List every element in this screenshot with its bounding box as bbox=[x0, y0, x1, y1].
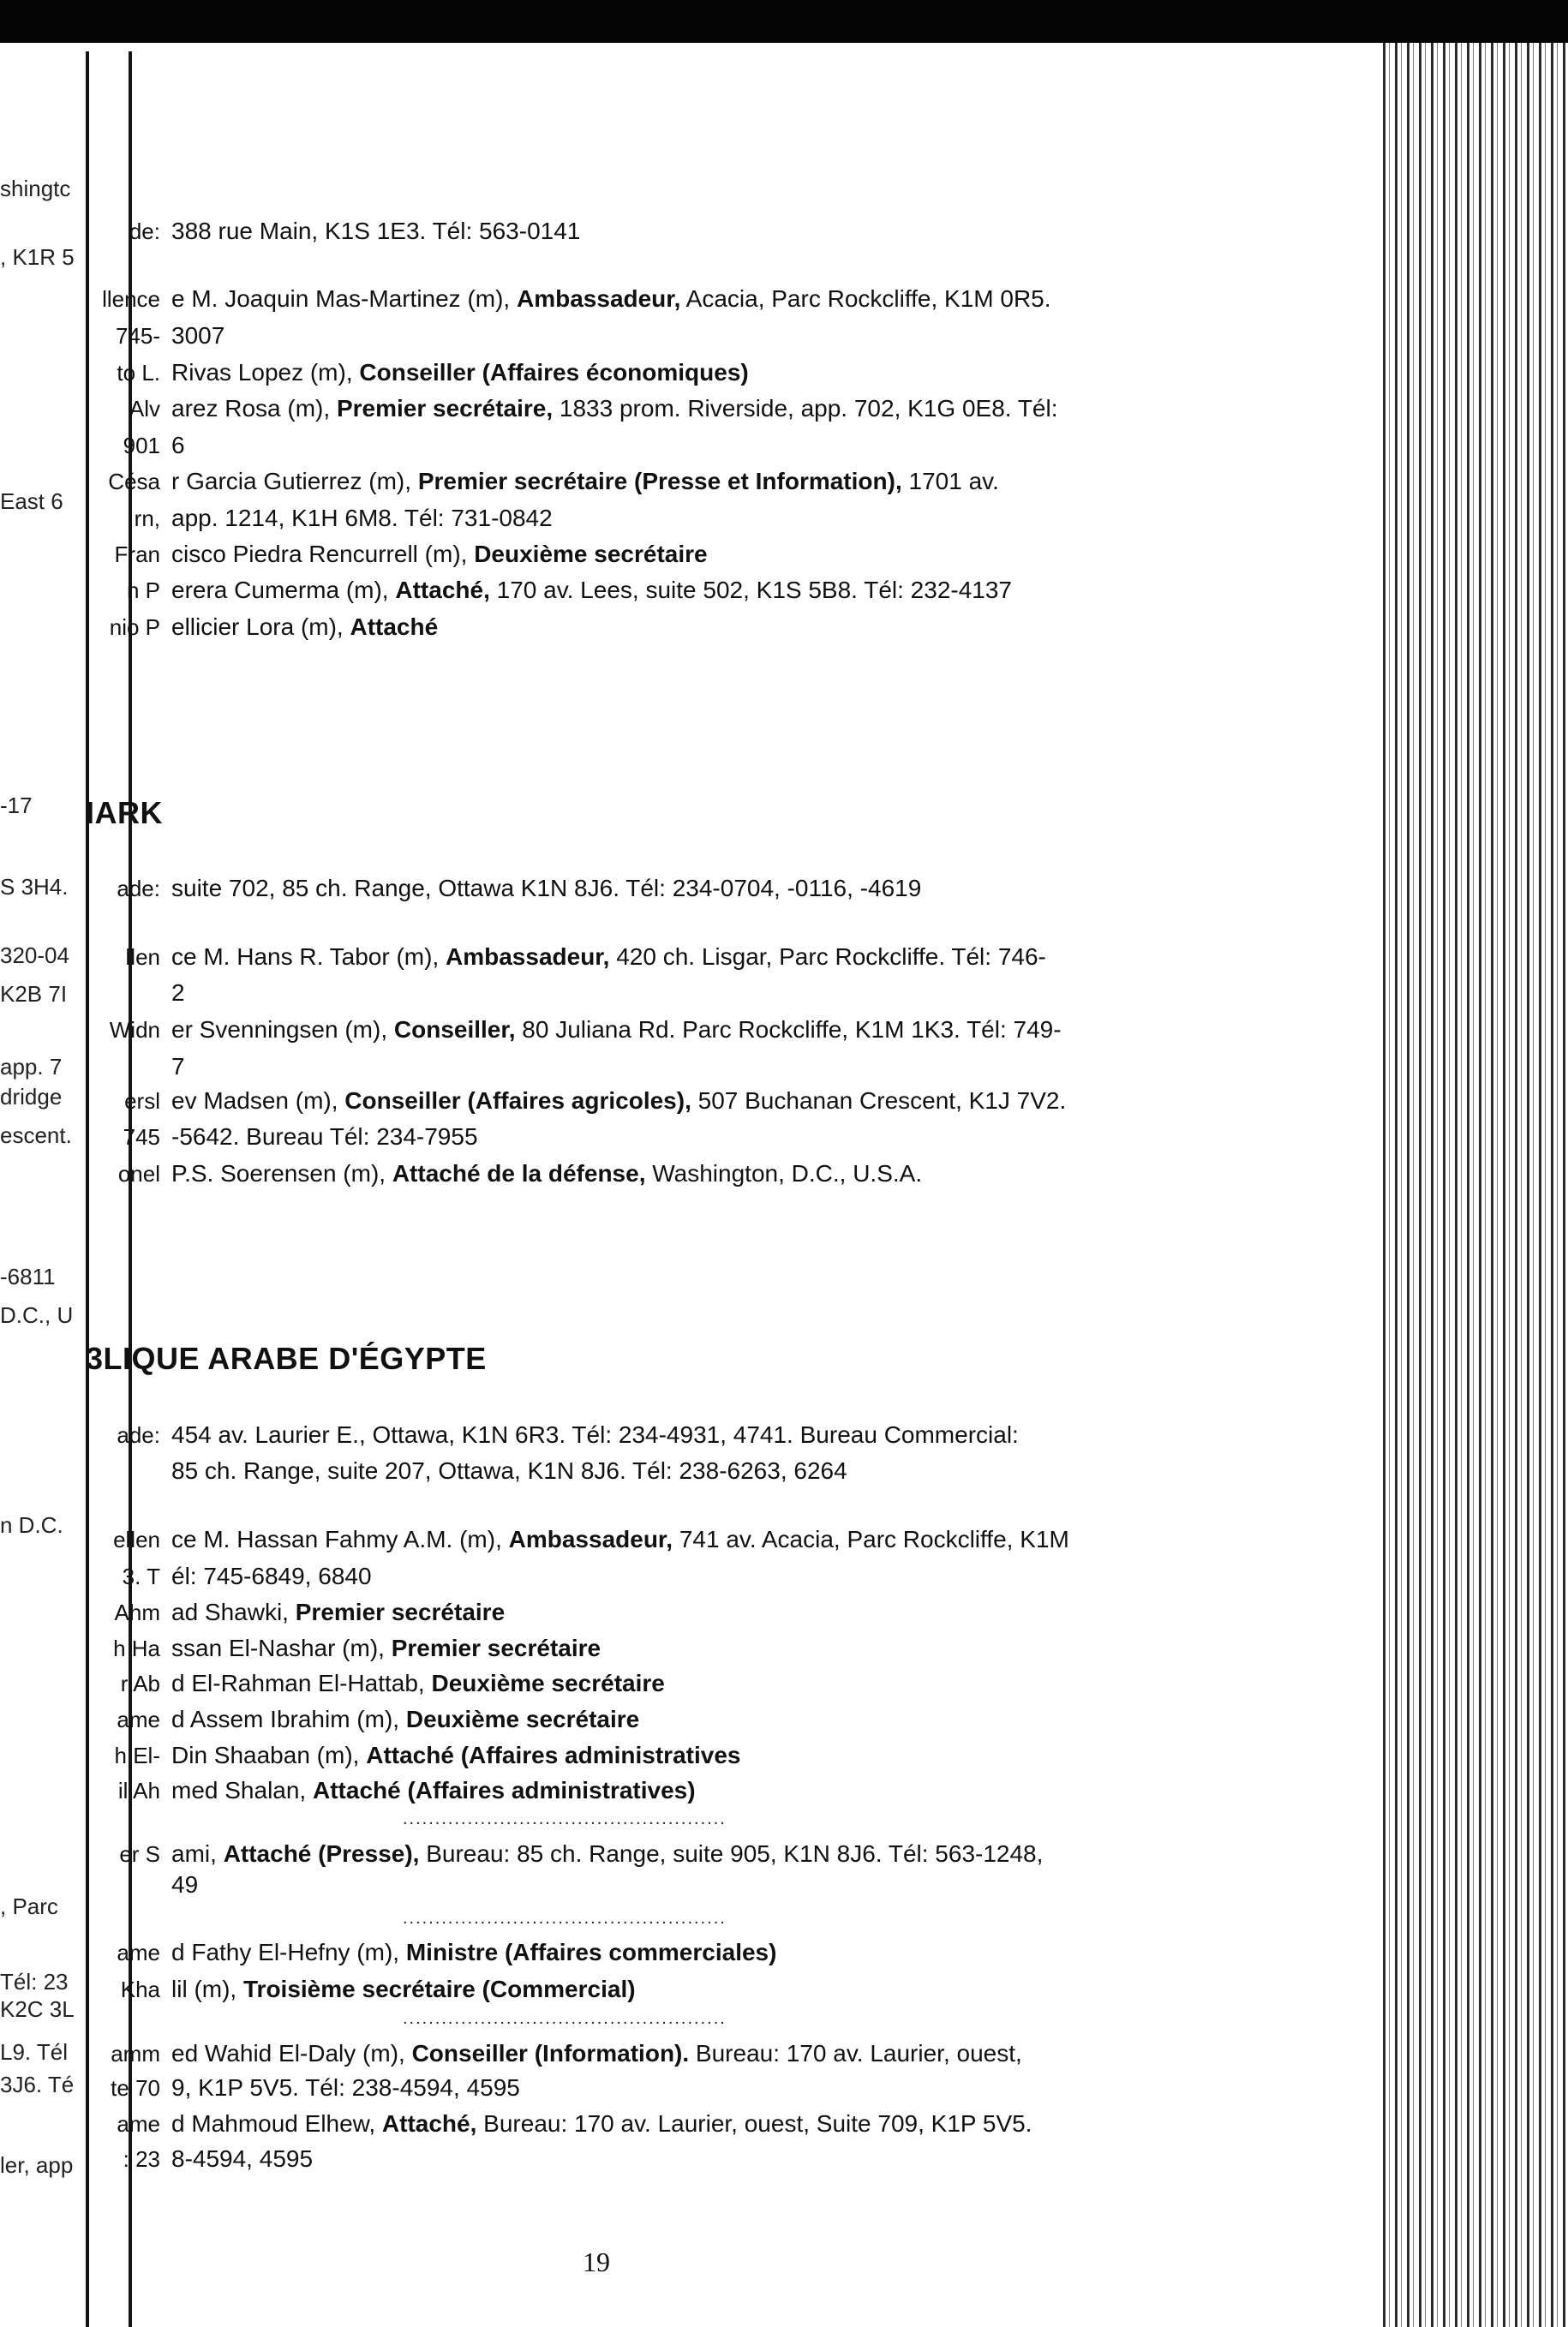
entry-address: 420 ch. Lisgar, Parc Rockcliffe. Tél: 746- bbox=[609, 943, 1046, 970]
address-label: ade: bbox=[117, 1422, 160, 1448]
entry-name: 8-4594, 4595 bbox=[171, 2145, 314, 2172]
scan-top-bar bbox=[0, 0, 1568, 43]
directory-entry bbox=[171, 2145, 313, 2174]
embassy-address-line2: 85 ch. Range, suite 207, Ottawa, K1N 8J6. Tél: 238-6263, 6264 bbox=[171, 1457, 847, 1484]
entry-name: 2 bbox=[171, 979, 185, 1006]
directory-entry bbox=[171, 1634, 601, 1663]
entry-title: Deuxième secrétaire bbox=[405, 1706, 640, 1732]
left-page-fragment: escent. bbox=[0, 1122, 72, 1148]
directory-entry bbox=[171, 613, 438, 642]
left-page-fragment: ler, app bbox=[0, 2152, 74, 2178]
entry-name: d Mahmoud Elhew, bbox=[171, 2110, 382, 2137]
directory-entry bbox=[171, 358, 749, 387]
cut-prefix: llen bbox=[125, 944, 160, 970]
directory-entry bbox=[171, 1598, 505, 1627]
directory-entry bbox=[171, 1525, 1069, 1554]
directory-entry bbox=[171, 1938, 776, 1967]
directory-entry bbox=[171, 576, 1012, 605]
entry-name: app. 1214, K1H 6M8. Tél: 731-0842 bbox=[171, 505, 553, 531]
entry-title: Premier secrétaire (Presse et Information), bbox=[417, 468, 902, 494]
entry-name: 9, K1P 5V5. Tél: 238-4594, 4595 bbox=[171, 2074, 520, 2101]
separator-dots: .................................................. bbox=[403, 1810, 727, 1828]
entry-name: ellicier Lora (m), bbox=[171, 613, 350, 640]
directory-entry bbox=[171, 1086, 1066, 1116]
directory-entry bbox=[171, 1741, 740, 1770]
left-page-fragment: L9. Tél bbox=[0, 2039, 69, 2065]
entry-title: Attaché bbox=[350, 613, 439, 640]
cut-prefix: nio P bbox=[109, 614, 160, 640]
entry-title: Conseiller (Information). bbox=[411, 2040, 690, 2067]
entry-name: 3007 bbox=[171, 322, 225, 349]
directory-entry bbox=[171, 1052, 185, 1081]
cut-prefix: ersl bbox=[124, 1088, 160, 1114]
directory-entry bbox=[171, 2073, 520, 2103]
cut-prefix: Widn bbox=[109, 1017, 160, 1043]
directory-entry bbox=[171, 1705, 639, 1734]
entry-name: r Garcia Gutierrez (m), bbox=[171, 468, 418, 494]
entry-name: d El-Rahman El-Hattab, bbox=[171, 1670, 432, 1696]
directory-entry bbox=[171, 540, 708, 569]
entry-title: Ministre (Affaires commerciales) bbox=[405, 1939, 777, 1965]
embassy-address: 388 rue Main, K1S 1E3. Tél: 563-0141 bbox=[171, 218, 581, 244]
entry-name: 7 bbox=[171, 1053, 185, 1080]
cut-prefix: Ahm bbox=[114, 1600, 160, 1625]
cut-prefix: 745 bbox=[123, 1124, 160, 1150]
entry-title: Conseiller (Affaires économiques) bbox=[359, 359, 749, 386]
entry-title: Attaché (Affaires administratives bbox=[366, 1742, 741, 1768]
entry-title: Conseiller, bbox=[393, 1016, 516, 1043]
cut-prefix: ame bbox=[117, 1707, 160, 1732]
cut-prefix: er S bbox=[119, 1841, 160, 1867]
country-heading: 3LIQUE ARABE D'ÉGYPTE bbox=[86, 1341, 487, 1376]
entry-title: Attaché (Presse), bbox=[223, 1840, 420, 1867]
cut-prefix: h El- bbox=[114, 1743, 160, 1768]
directory-entry bbox=[171, 1839, 1043, 1869]
entry-address: 1833 prom. Riverside, app. 702, K1G 0E8. Tél: bbox=[553, 395, 1058, 422]
entry-address: Bureau: 85 ch. Range, suite 905, K1N 8J6. Tél: 563-1248, bbox=[419, 1840, 1044, 1867]
cut-prefix: 901 bbox=[123, 433, 160, 458]
cut-prefix: amm bbox=[111, 2041, 160, 2067]
entry-address: 170 av. Lees, suite 502, K1S 5B8. Tél: 232-4137 bbox=[489, 577, 1013, 603]
directory-entry bbox=[171, 1122, 478, 1152]
left-page-fragment: n D.C. bbox=[0, 1512, 63, 1538]
entry-name: Din Shaaban (m), bbox=[171, 1742, 367, 1768]
directory-entry bbox=[171, 1669, 665, 1698]
entry-name: P.S. Soerensen (m), bbox=[171, 1160, 392, 1187]
entry-title: Deuxième secrétaire bbox=[474, 541, 708, 567]
entry-title: Attaché de la défense, bbox=[392, 1160, 646, 1187]
directory-entry bbox=[171, 1975, 636, 2004]
left-page-fragment: , K1R 5 bbox=[0, 244, 75, 270]
entry-title: Premier secrétaire bbox=[295, 1599, 506, 1625]
entry-name: 49 bbox=[171, 1871, 199, 1898]
entry-name: d Fathy El-Hefny (m), bbox=[171, 1939, 406, 1965]
directory-entry bbox=[171, 1015, 1062, 1044]
directory-entry bbox=[171, 1870, 198, 1899]
left-page-fragment: 320-04 bbox=[0, 942, 69, 968]
left-page-fragment: shingtc bbox=[0, 176, 71, 201]
address-label: ade: bbox=[117, 876, 160, 901]
entry-name: arez Rosa (m), bbox=[171, 395, 337, 422]
directory-entry bbox=[171, 1159, 922, 1188]
entry-name: lil (m), bbox=[171, 1976, 243, 2002]
left-page-fragment: K2B 7I bbox=[0, 981, 68, 1007]
left-page-fragment: , Parc bbox=[0, 1893, 58, 1919]
entry-title: Conseiller (Affaires agricoles), bbox=[344, 1087, 691, 1114]
cut-prefix: ame bbox=[117, 2111, 160, 2137]
cut-prefix: Alv bbox=[129, 396, 160, 422]
cut-prefix: 3. T bbox=[122, 1564, 160, 1589]
cut-prefix: ellen bbox=[113, 1527, 160, 1552]
cut-prefix: : 23 bbox=[123, 2146, 160, 2172]
cut-prefix: llence bbox=[102, 286, 160, 312]
directory-entry bbox=[171, 431, 185, 460]
entry-address: 741 av. Acacia, Parc Rockcliffe, K1M bbox=[673, 1526, 1069, 1552]
directory-entry bbox=[171, 504, 553, 533]
left-page-fragment: S 3H4. bbox=[0, 874, 69, 900]
entry-name: med Shalan, bbox=[171, 1777, 313, 1804]
directory-entry bbox=[171, 1776, 696, 1805]
cut-prefix: il Ah bbox=[117, 1778, 160, 1804]
cut-prefix: r Ab bbox=[120, 1671, 160, 1696]
separator-dots: .................................................. bbox=[403, 2009, 727, 2028]
left-page-fragment: D.C., U bbox=[0, 1302, 74, 1328]
left-page-fragment: K2C 3L bbox=[0, 1996, 75, 2022]
entry-title: Deuxième secrétaire bbox=[431, 1670, 665, 1696]
left-page-fragment: dridge bbox=[0, 1084, 63, 1110]
entry-address: 507 Buchanan Crescent, K1J 7V2. bbox=[691, 1087, 1067, 1114]
separator-dots: .................................................. bbox=[403, 1909, 727, 1928]
left-page-fragment: Tél: 23 bbox=[0, 1969, 69, 1995]
cut-prefix: to L. bbox=[117, 360, 160, 386]
entry-title: Attaché (Affaires administratives) bbox=[313, 1777, 696, 1804]
entry-name: Rivas Lopez (m), bbox=[171, 359, 360, 386]
page-number: 19 bbox=[583, 2246, 610, 2277]
left-page-fragment: -6811 bbox=[0, 1264, 56, 1289]
cut-prefix: Kha bbox=[120, 1977, 160, 2002]
entry-name: erera Cumerma (m), bbox=[171, 577, 396, 603]
country-heading: IARK bbox=[86, 795, 163, 830]
cut-prefix: rn, bbox=[134, 505, 160, 531]
directory-entry bbox=[171, 467, 999, 496]
entry-name: él: 745-6849, 6840 bbox=[171, 1563, 372, 1589]
entry-title: Ambassadeur, bbox=[446, 943, 610, 970]
cut-prefix: Césa bbox=[108, 469, 160, 494]
directory-entry bbox=[171, 284, 1051, 314]
entry-address: Bureau: 170 av. Laurier, ouest, Suite 709, K1P 5V5. bbox=[476, 2110, 1032, 2137]
left-page-fragment: East 6 bbox=[0, 488, 63, 514]
entry-name: ev Madsen (m), bbox=[171, 1087, 345, 1114]
cut-prefix: ame bbox=[117, 1940, 160, 1965]
entry-name: ce M. Hans R. Tabor (m), bbox=[171, 943, 446, 970]
left-page-fragment: 3J6. Té bbox=[0, 2072, 75, 2097]
entry-name: cisco Piedra Rencurrell (m), bbox=[171, 541, 475, 567]
directory-entry bbox=[171, 2109, 1032, 2139]
entry-name: ed Wahid El-Daly (m), bbox=[171, 2040, 412, 2067]
entry-name: ssan El-Nashar (m), bbox=[171, 1635, 392, 1661]
entry-address: Acacia, Parc Rockcliffe, K1M 0R5. bbox=[680, 285, 1051, 312]
entry-name: er Svenningsen (m), bbox=[171, 1016, 394, 1043]
cut-prefix: h Ha bbox=[113, 1636, 160, 1661]
entry-title: Attaché, bbox=[381, 2110, 477, 2137]
entry-title: Ambassadeur, bbox=[508, 1526, 673, 1552]
entry-title: Ambassadeur, bbox=[517, 285, 681, 312]
cut-prefix: n P bbox=[126, 577, 160, 603]
cut-prefix: onel bbox=[117, 1161, 160, 1187]
embassy-address: suite 702, 85 ch. Range, Ottawa K1N 8J6. Tél: 234-0704, -0116, -4619 bbox=[171, 875, 922, 901]
book-page-edges bbox=[1354, 43, 1568, 2327]
directory-entry bbox=[171, 942, 1046, 972]
entry-address: 80 Juliana Rd. Parc Rockcliffe, K1M 1K3. Tél: 749- bbox=[515, 1016, 1062, 1043]
entry-name: 6 bbox=[171, 432, 185, 458]
entry-address: Washington, D.C., U.S.A. bbox=[645, 1160, 923, 1187]
entry-address: Bureau: 170 av. Laurier, ouest, bbox=[689, 2040, 1022, 2067]
entry-name: e M. Joaquin Mas-Martinez (m), bbox=[171, 285, 517, 312]
entry-name: -5642. Bureau Tél: 234-7955 bbox=[171, 1123, 478, 1150]
entry-name: ami, bbox=[171, 1840, 224, 1867]
cut-prefix: 745- bbox=[115, 323, 160, 349]
cut-prefix: te 70 bbox=[111, 2075, 160, 2101]
entry-name: ad Shawki, bbox=[171, 1599, 296, 1625]
directory-entry bbox=[171, 1562, 372, 1591]
directory-entry bbox=[171, 978, 185, 1008]
directory-entry bbox=[171, 321, 224, 350]
cut-prefix: Fran bbox=[114, 541, 160, 567]
entry-title: Troisième secrétaire (Commercial) bbox=[242, 1976, 636, 2002]
address-label: de: bbox=[129, 218, 160, 244]
entry-address: 1701 av. bbox=[901, 468, 999, 494]
entry-name: ce M. Hassan Fahmy A.M. (m), bbox=[171, 1526, 509, 1552]
directory-entry bbox=[171, 394, 1058, 423]
left-page-fragment: app. 7 bbox=[0, 1054, 63, 1080]
embassy-address: 454 av. Laurier E., Ottawa, K1N 6R3. Tél: 234-4931, 4741. Bureau Commercial: bbox=[171, 1421, 1019, 1448]
directory-entry bbox=[171, 2039, 1022, 2068]
entry-title: Premier secrétaire, bbox=[336, 395, 554, 422]
entry-name: d Assem Ibrahim (m), bbox=[171, 1706, 406, 1732]
left-page-fragment: -17 bbox=[0, 793, 33, 818]
entry-title: Attaché, bbox=[395, 577, 490, 603]
entry-title: Premier secrétaire bbox=[391, 1635, 601, 1661]
